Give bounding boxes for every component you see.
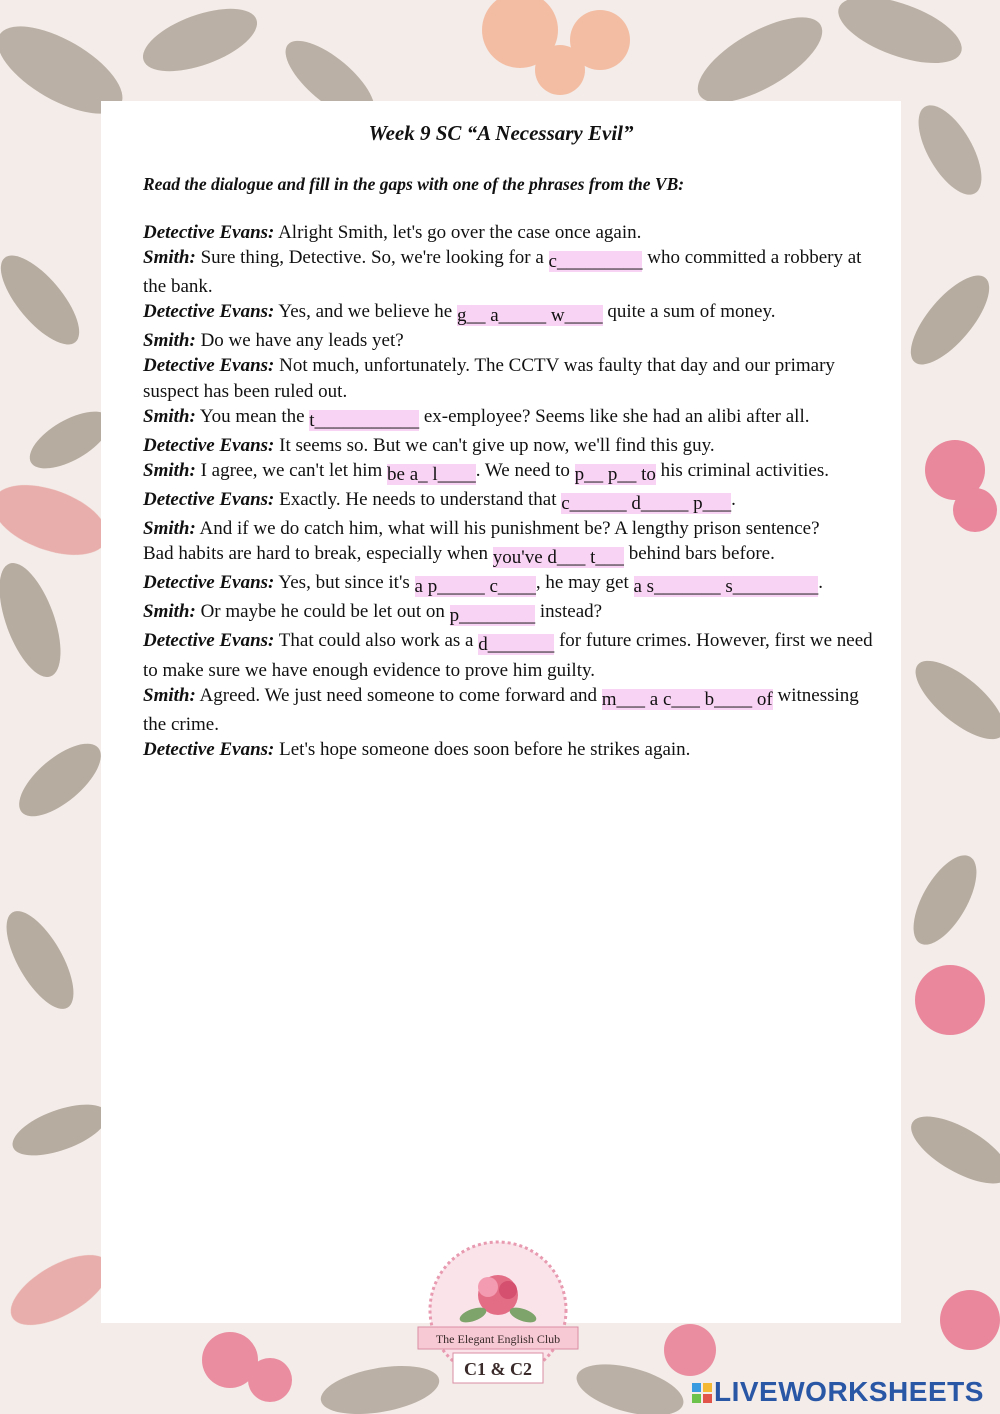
club-logo bbox=[413, 1235, 583, 1405]
dialogue-text: quite a sum of money. bbox=[602, 301, 776, 323]
dialogue-text: Sure thing, Detective. So, we're looking for a bbox=[195, 247, 549, 269]
dialogue-line bbox=[143, 404, 883, 433]
dialogue-text: Or maybe he could be let out on bbox=[195, 601, 450, 623]
dialogue-line bbox=[143, 245, 883, 299]
answer-gap[interactable]: a p_____ c____ bbox=[414, 576, 536, 598]
dialogue-text: It seems so. But we can't give up now, we'll find this guy. bbox=[274, 434, 715, 456]
speaker-name: Detective Evans: bbox=[143, 355, 275, 377]
speaker-name: Detective Evans: bbox=[143, 572, 275, 594]
dialogue-text: That could also work as a bbox=[274, 630, 479, 652]
dialogue-line bbox=[143, 458, 883, 487]
dialogue-text: Let's hope someone does soon before he strikes again. bbox=[274, 738, 691, 760]
dialogue-text: . We need to bbox=[475, 459, 575, 481]
dialogue-text: Yes, and we believe he bbox=[274, 301, 457, 323]
answer-gap[interactable]: a s_______ s_________ bbox=[633, 576, 819, 598]
liveworksheets-logo-icon bbox=[692, 1383, 712, 1403]
dialogue-line bbox=[143, 220, 883, 245]
answer-gap[interactable]: p__ p__ to bbox=[574, 463, 656, 485]
speaker-name: Detective Evans: bbox=[143, 301, 275, 323]
liveworksheets-watermark bbox=[692, 1376, 984, 1408]
speaker-name: Detective Evans: bbox=[143, 738, 275, 760]
answer-gap[interactable]: c______ d_____ p___ bbox=[561, 492, 732, 514]
dialogue-text: . bbox=[731, 488, 736, 510]
dialogue-text: witnessing the crime. bbox=[143, 684, 859, 735]
dialogue-line bbox=[143, 683, 883, 737]
speaker-name: Detective Evans: bbox=[143, 488, 275, 510]
dialogue-line bbox=[143, 487, 883, 516]
dialogue-text: Bad habits are hard to break, especially when bbox=[143, 543, 493, 565]
dialogue-line bbox=[143, 599, 883, 628]
speaker-name: Smith: bbox=[143, 247, 196, 269]
worksheet-page bbox=[101, 101, 901, 1323]
dialogue-text: Not much, unfortunately. The CCTV was faulty that day and our primary suspect has been ruled out. bbox=[143, 355, 835, 402]
dialogue-text: who committed a robbery at the bank. bbox=[143, 247, 862, 298]
dialogue-line bbox=[143, 353, 883, 403]
answer-gap[interactable]: c_________ bbox=[548, 251, 643, 273]
dialogue-text: behind bars before. bbox=[623, 543, 775, 565]
worksheet-title: Week 9 SC “A Necessary Evil” bbox=[368, 121, 634, 145]
dialogue-text: . bbox=[818, 572, 823, 594]
dialogue-text: ex-employee? Seems like she had an alibi after all. bbox=[419, 405, 810, 427]
speaker-name: Smith: bbox=[143, 518, 196, 540]
speaker-name: Detective Evans: bbox=[143, 222, 275, 243]
answer-gap[interactable]: be a_ l____ bbox=[387, 463, 476, 485]
dialogue-line bbox=[143, 628, 883, 682]
answer-gap[interactable]: p________ bbox=[449, 605, 536, 627]
dialogue-text: Do we have any leads yet? bbox=[195, 330, 404, 352]
dialogue bbox=[143, 220, 883, 762]
dialogue-line bbox=[143, 737, 883, 762]
speaker-name: Detective Evans: bbox=[143, 434, 275, 456]
dialogue-line bbox=[143, 328, 883, 353]
speaker-name: Detective Evans: bbox=[143, 630, 275, 652]
answer-gap[interactable]: g__ a_____ w____ bbox=[456, 305, 603, 327]
instruction-text: Read the dialogue and fill in the gaps with one of the phrases from the VB: bbox=[143, 174, 685, 194]
dialogue-text: Exactly. He needs to understand that bbox=[274, 488, 562, 510]
dialogue-line bbox=[143, 299, 883, 328]
dialogue-text: I agree, we can't let him bbox=[195, 459, 388, 481]
dialogue-line bbox=[143, 433, 883, 458]
answer-gap[interactable]: d_______ bbox=[478, 634, 555, 656]
logo-level: C1 & C2 bbox=[464, 1359, 532, 1379]
dialogue-line bbox=[143, 570, 883, 599]
answer-gap[interactable]: you've d___ t___ bbox=[492, 547, 624, 569]
speaker-name: Smith: bbox=[143, 601, 196, 623]
answer-gap[interactable]: m___ a c___ b____ of bbox=[601, 688, 773, 710]
dialogue-text: for future crimes. However, first we need to make sure we have enough evidence to prove him guilty. bbox=[143, 630, 873, 681]
dialogue-text: You mean the bbox=[195, 405, 310, 427]
dialogue-text: Yes, but since it's bbox=[274, 572, 415, 594]
dialogue-line bbox=[143, 541, 883, 570]
speaker-name: Smith: bbox=[143, 330, 196, 352]
speaker-name: Smith: bbox=[143, 405, 196, 427]
logo-club-name: The Elegant English Club bbox=[435, 1332, 561, 1346]
dialogue-text: instead? bbox=[535, 601, 603, 623]
dialogue-text: Agreed. We just need someone to come forward and bbox=[195, 684, 602, 706]
dialogue-text: Alright Smith, let's go over the case once again. bbox=[274, 222, 642, 243]
dialogue-line bbox=[143, 516, 883, 541]
speaker-name: Smith: bbox=[143, 459, 196, 481]
dialogue-text: And if we do catch him, what will his punishment be? A lengthy prison sentence? bbox=[195, 518, 820, 540]
dialogue-text: , he may get bbox=[535, 572, 634, 594]
watermark-text: LIVEWORKSHEETS bbox=[714, 1376, 984, 1407]
speaker-name: Smith: bbox=[143, 684, 196, 706]
dialogue-text: his criminal activities. bbox=[655, 459, 829, 481]
answer-gap[interactable]: t___________ bbox=[309, 409, 420, 431]
